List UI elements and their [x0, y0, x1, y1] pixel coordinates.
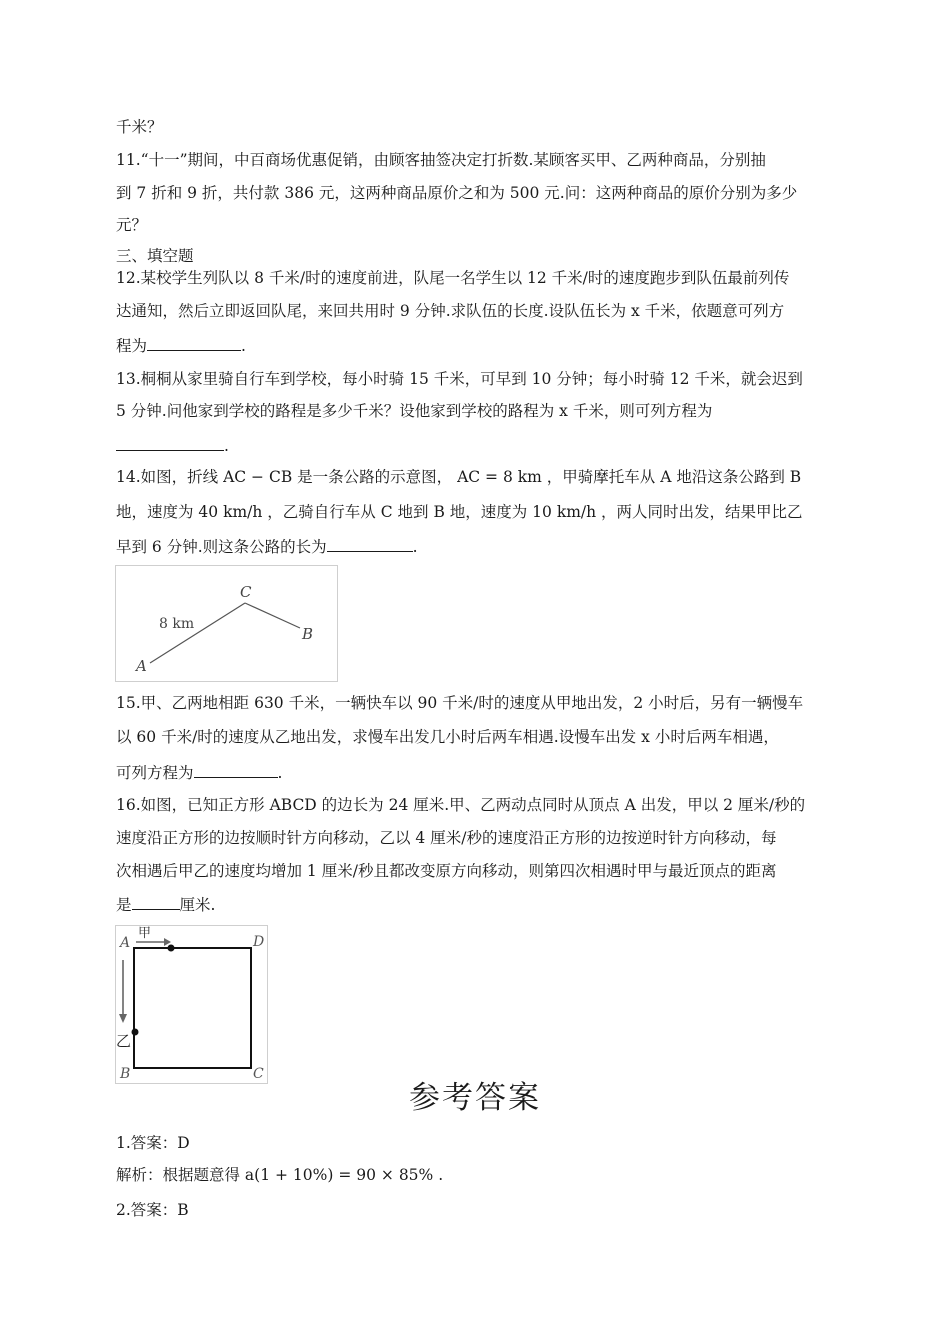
- period: .: [224, 437, 229, 455]
- text-line: 13.桐桐从家里骑自行车到学校，每小时骑 15 千米，可早到 10 分钟；每小时骑 12 千米，就会迟到: [116, 370, 803, 388]
- road-diagram-svg: [116, 566, 337, 681]
- answer-blank: [327, 536, 413, 552]
- text-span: 程为: [116, 337, 148, 355]
- text-span: 早到 6 分钟.则这条公路的长为: [116, 538, 327, 556]
- label-jia: 甲: [138, 926, 152, 941]
- text-line: 元？: [116, 216, 148, 234]
- text-line: 地，速度为 40 km/h ，乙骑自行车从 C 地到 B 地，速度为 10 km/h ，两人同时出发，结果甲比乙: [116, 503, 803, 521]
- period: .: [277, 764, 283, 782]
- square-diagram-svg: [116, 926, 267, 1083]
- text-span: 可列方程为: [116, 764, 194, 782]
- text-line: 解析：根据题意得 a(1 + 10%) = 90 × 85% .: [116, 1166, 444, 1184]
- label-a: A: [120, 935, 131, 951]
- text-line: 速度沿正方形的边按顺时针方向移动，乙以 4 厘米/秒的速度沿正方形的边按逆时针方向移动，每: [116, 829, 777, 847]
- arrow-yi-head: [119, 1014, 127, 1023]
- segment-cb: [245, 603, 300, 628]
- section-heading: 三、填空题: [116, 247, 194, 265]
- point-jia: [168, 945, 175, 952]
- road-diagram: [115, 565, 338, 682]
- label-c: C: [253, 1066, 264, 1082]
- segment-ac: [150, 603, 245, 663]
- answer-blank: [147, 335, 241, 351]
- square-diagram: [115, 925, 268, 1084]
- label-b: B: [302, 625, 314, 643]
- label-d: D: [253, 934, 265, 950]
- text-line: 5 分钟.问他家到学校的路程是多少千米？设他家到学校的路程为 x 千米，则可列方程为: [116, 402, 713, 420]
- text-line: [116, 435, 229, 456]
- text-line: 到 7 折和 9 折，共付款 386 元，这两种商品原价之和为 500 元.问：这两种商品的原价分别为多少: [116, 184, 798, 202]
- text-line: [116, 536, 418, 557]
- text-line: 达通知，然后立即返回队尾，来回共用时 9 分钟.求队伍的长度.设队伍长为 x 千米，依题意可列方: [116, 302, 785, 320]
- text-line: 15.甲、乙两地相距 630 千米，一辆快车以 90 千米/时的速度从甲地出发，2 小时后，另有一辆慢车: [116, 694, 804, 712]
- text-line: 12.某校学生列队以 8 千米/时的速度前进，队尾一名学生以 12 千米/时的速度跑步到队伍最前列传: [116, 269, 790, 287]
- label-a: A: [136, 657, 147, 675]
- period: .: [412, 538, 418, 556]
- answer-blank: [194, 762, 278, 778]
- text-line: [116, 762, 282, 783]
- text-line: 16.如图，已知正方形 ABCD 的边长为 24 厘米.甲、乙两动点同时从顶点 A 出发，甲以 2 厘米/秒的: [116, 796, 806, 814]
- text-line: 1.答案：D: [116, 1134, 190, 1152]
- square-abcd: [134, 948, 251, 1068]
- label-c: C: [240, 583, 252, 601]
- point-yi: [132, 1029, 139, 1036]
- text-line: 次相遇后甲乙的速度均增加 1 厘米/秒且都改变原方向移动，则第四次相遇时甲与最近顶点的距离: [116, 862, 777, 880]
- label-b: B: [120, 1066, 131, 1082]
- label-distance: 8 km: [159, 616, 195, 632]
- text-line: 14.如图，折线 AC − CB 是一条公路的示意图， AC = 8 km ，甲骑摩托车从 A 地沿这条公路到 B: [116, 468, 802, 486]
- text-span: 厘米.: [179, 896, 216, 914]
- text-line: 11.“十一”期间，中百商场优惠促销，由顾客抽签决定打折数.某顾客买甲、乙两种商品，分别抽: [116, 151, 766, 169]
- answer-heading: 参考答案: [409, 1080, 541, 1116]
- text-line: [116, 894, 215, 915]
- text-line: [116, 335, 246, 356]
- label-yi: 乙: [116, 1032, 132, 1050]
- text-line: 以 60 千米/时的速度从乙地出发，求慢车出发几小时后两车相遇.设慢车出发 x 小时后两车相遇，: [116, 728, 779, 746]
- answer-blank: [116, 435, 224, 451]
- period: .: [241, 337, 246, 355]
- text-line: 2.答案：B: [116, 1201, 189, 1219]
- answer-blank: [132, 894, 180, 910]
- text-line: 千米？: [116, 118, 163, 136]
- text-span: 是: [116, 896, 132, 914]
